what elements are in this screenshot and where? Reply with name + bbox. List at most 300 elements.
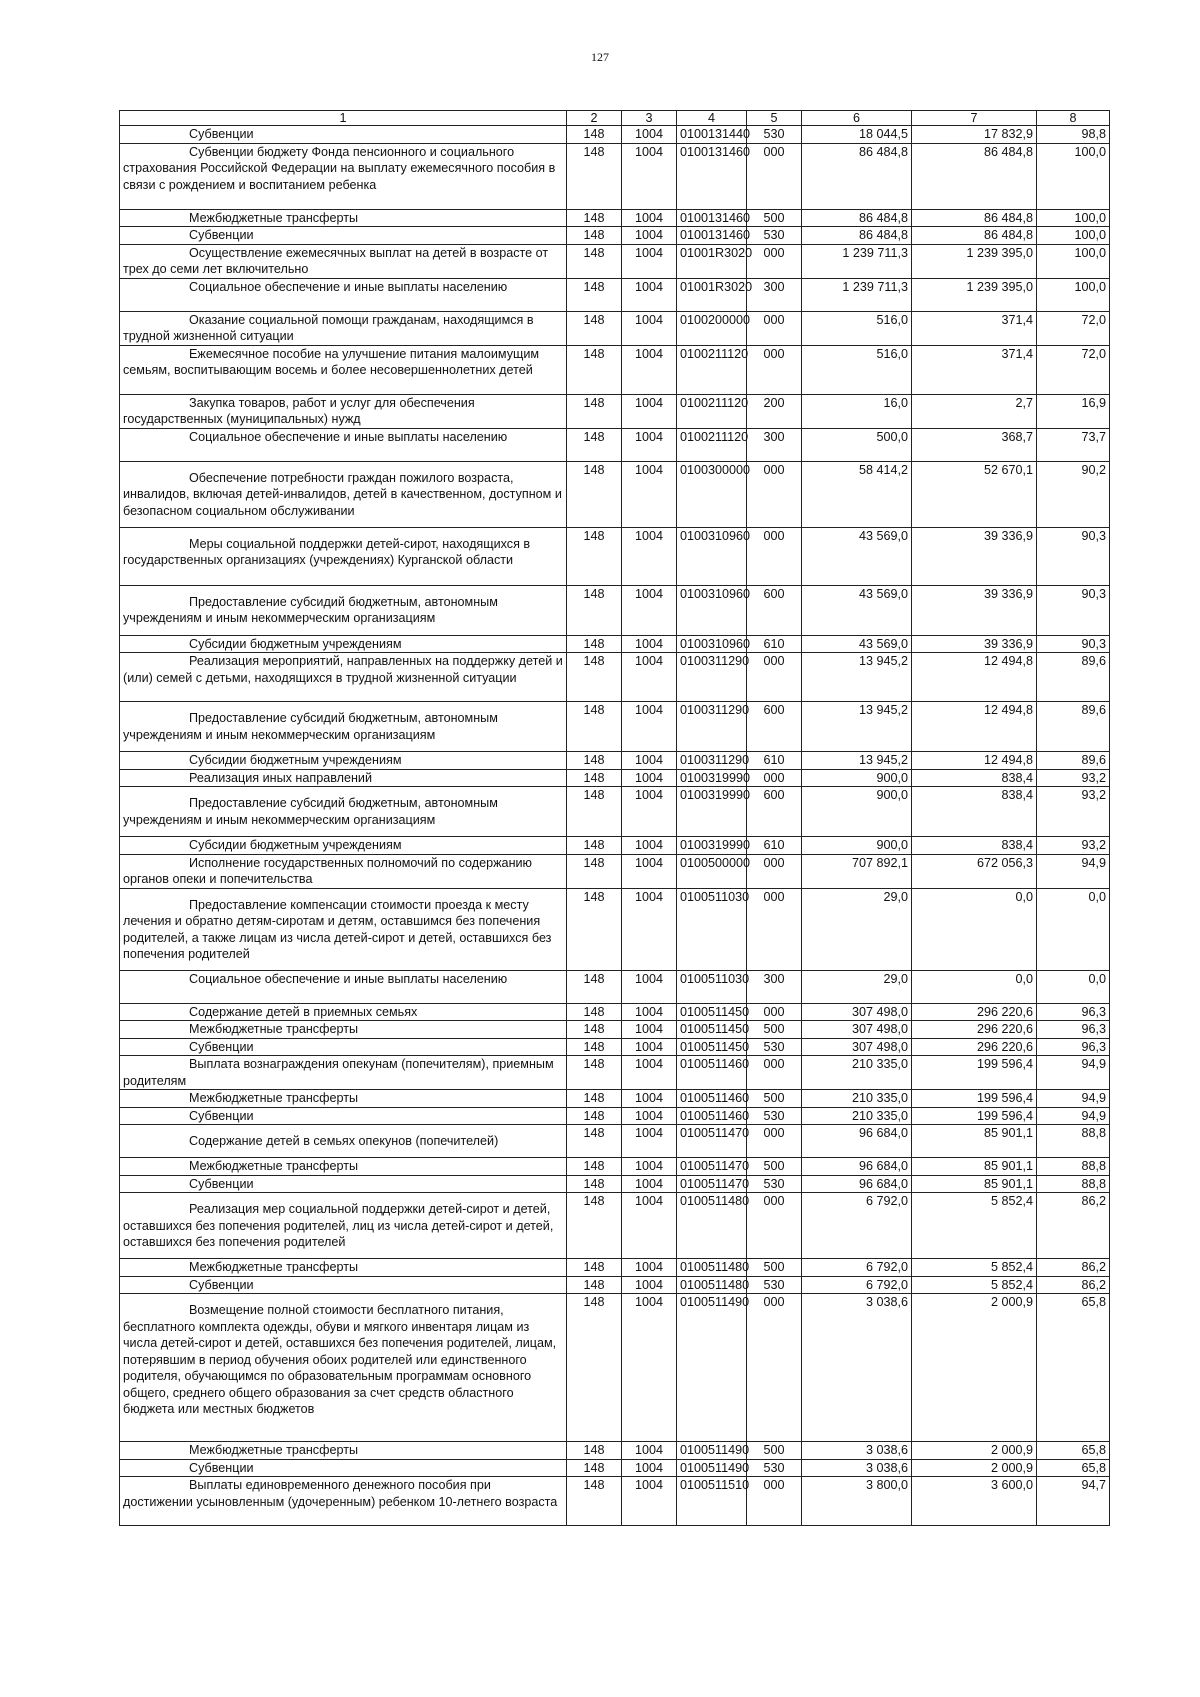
row-name-cell — [120, 585, 567, 635]
row-code-cell: 148 — [567, 461, 622, 527]
row-actual-cell: 2,7 — [912, 394, 1037, 428]
row-name-cell — [120, 653, 567, 702]
row-name-cell — [120, 1276, 567, 1294]
row-type-cell: 000 — [747, 1003, 802, 1021]
row-code-cell: 148 — [567, 1003, 622, 1021]
table-row — [120, 209, 1110, 227]
row-name-cell — [120, 1003, 567, 1021]
row-code-cell: 148 — [567, 1193, 622, 1259]
row-section-cell: 1004 — [622, 1003, 677, 1021]
row-type-cell: 000 — [747, 769, 802, 787]
row-target-cell: 0100511460 — [677, 1090, 747, 1108]
row-section-cell: 1004 — [622, 345, 677, 394]
row-name-text: Содержание детей в приемных семьях — [189, 1004, 418, 1019]
column-header: 2 — [567, 111, 622, 126]
row-type-cell: 530 — [747, 1276, 802, 1294]
row-type-cell: 300 — [747, 428, 802, 461]
row-type-cell: 600 — [747, 702, 802, 752]
row-name-cell — [120, 702, 567, 752]
row-code-cell: 148 — [567, 345, 622, 394]
row-target-cell: 0100131460 — [677, 227, 747, 245]
row-percent-cell: 90,3 — [1037, 527, 1110, 585]
table-row — [120, 702, 1110, 752]
row-code-cell: 148 — [567, 1175, 622, 1193]
table-row — [120, 1259, 1110, 1277]
row-name-text: Обеспечение потребности граждан пожилого возраста, инвалидов, включая детей-инвалидов, детей в качественном, доступном и безопасном социальном обслуживании — [123, 470, 562, 518]
row-name-cell — [120, 1038, 567, 1056]
table-row — [120, 837, 1110, 855]
row-type-cell: 530 — [747, 227, 802, 245]
table-row — [120, 653, 1110, 702]
row-actual-cell: 1 239 395,0 — [912, 244, 1037, 278]
row-plan-cell: 707 892,1 — [802, 854, 912, 888]
row-name-cell — [120, 1125, 567, 1158]
table-row — [120, 854, 1110, 888]
row-code-cell: 148 — [567, 1259, 622, 1277]
row-percent-cell: 89,6 — [1037, 752, 1110, 770]
row-name-cell — [120, 1175, 567, 1193]
row-type-cell: 500 — [747, 1442, 802, 1460]
row-percent-cell: 94,9 — [1037, 854, 1110, 888]
row-actual-cell: 12 494,8 — [912, 653, 1037, 702]
row-name-text: Возмещение полной стоимости бесплатного питания, бесплатного комплекта одежды, обуви и мягкого инвентаря лицам из числа детей-сирот и детей, оставшихся без попечения родителей, лицам, потерявшим в период обучения обоих родителей или единственного родителя, обучающимся по образовательным программам основного общего, среднего общего образования за счет средств областного бюджета или местных бюджетов — [123, 1303, 557, 1416]
row-target-cell: 0100311290 — [677, 752, 747, 770]
row-name-text: Предоставление субсидий бюджетным, автономным учреждениям и иным некоммерческим организациям — [123, 594, 498, 625]
row-name-text: Выплаты единовременного денежного пособия при достижении усыновленным (удочеренным) ребенком 10-летнего возраста — [123, 1478, 558, 1509]
row-percent-cell: 93,2 — [1037, 837, 1110, 855]
row-section-cell: 1004 — [622, 635, 677, 653]
row-actual-cell: 52 670,1 — [912, 461, 1037, 527]
table-row — [120, 1175, 1110, 1193]
table-row — [120, 1003, 1110, 1021]
row-section-cell: 1004 — [622, 461, 677, 527]
page-number: 127 — [591, 50, 609, 64]
row-name-text: Реализация мер социальной поддержки детей-сирот и детей, оставшихся без попечения родителей, лиц из числа детей-сирот и детей, оставшихся без попечения родителей — [123, 1202, 554, 1249]
row-target-cell: 0100319990 — [677, 837, 747, 855]
row-plan-cell: 29,0 — [802, 970, 912, 1003]
row-target-cell: 0100511490 — [677, 1459, 747, 1477]
row-name-text: Субвенции — [189, 1277, 254, 1292]
row-name-text: Исполнение государственных полномочий по содержанию органов опеки и попечительства — [123, 855, 533, 886]
row-plan-cell: 516,0 — [802, 345, 912, 394]
row-section-cell: 1004 — [622, 1294, 677, 1442]
row-name-text: Межбюджетные трансферты — [189, 1159, 359, 1173]
row-plan-cell: 29,0 — [802, 888, 912, 970]
row-actual-cell: 12 494,8 — [912, 702, 1037, 752]
row-code-cell: 148 — [567, 888, 622, 970]
row-target-cell: 01001R3020 — [677, 278, 747, 311]
row-code-cell: 148 — [567, 1090, 622, 1108]
row-percent-cell: 65,8 — [1037, 1442, 1110, 1460]
row-name-text: Субсидии бюджетным учреждениям — [189, 838, 402, 852]
row-target-cell: 0100511460 — [677, 1056, 747, 1090]
table-row — [120, 428, 1110, 461]
table-row — [120, 1125, 1110, 1158]
row-name-text: Межбюджетные трансферты — [189, 210, 359, 225]
row-code-cell: 148 — [567, 1125, 622, 1158]
row-name-text: Реализация мероприятий, направленных на поддержку детей и (или) семей с детьми, находящихся в трудной жизненной ситуации — [123, 654, 563, 685]
row-name-cell — [120, 1459, 567, 1477]
table-row — [120, 635, 1110, 653]
row-section-cell: 1004 — [622, 1021, 677, 1039]
row-type-cell: 000 — [747, 1477, 802, 1526]
row-plan-cell: 307 498,0 — [802, 1021, 912, 1039]
row-code-cell: 148 — [567, 428, 622, 461]
table-row — [120, 1090, 1110, 1108]
row-name-cell — [120, 345, 567, 394]
row-name-cell — [120, 311, 567, 345]
table-row — [120, 1038, 1110, 1056]
row-actual-cell: 0,0 — [912, 888, 1037, 970]
row-code-cell: 148 — [567, 702, 622, 752]
row-name-text: Субвенции — [189, 1460, 254, 1475]
row-plan-cell: 18 044,5 — [802, 126, 912, 144]
row-plan-cell: 900,0 — [802, 787, 912, 837]
table-row — [120, 345, 1110, 394]
row-percent-cell: 0,0 — [1037, 970, 1110, 1003]
row-code-cell: 148 — [567, 1276, 622, 1294]
row-code-cell: 148 — [567, 311, 622, 345]
row-actual-cell: 2 000,9 — [912, 1294, 1037, 1442]
row-plan-cell: 43 569,0 — [802, 635, 912, 653]
row-percent-cell: 93,2 — [1037, 769, 1110, 787]
row-type-cell: 000 — [747, 1125, 802, 1158]
row-code-cell: 148 — [567, 1021, 622, 1039]
row-target-cell: 0100310960 — [677, 635, 747, 653]
row-target-cell: 0100131460 — [677, 209, 747, 227]
row-code-cell: 148 — [567, 854, 622, 888]
row-name-cell — [120, 1021, 567, 1039]
row-percent-cell: 94,9 — [1037, 1090, 1110, 1108]
row-section-cell: 1004 — [622, 244, 677, 278]
row-plan-cell: 3 038,6 — [802, 1459, 912, 1477]
row-plan-cell: 86 484,8 — [802, 227, 912, 245]
row-type-cell: 000 — [747, 1294, 802, 1442]
row-type-cell: 000 — [747, 1056, 802, 1090]
row-target-cell: 0100511480 — [677, 1259, 747, 1277]
row-name-text: Выплата вознаграждения опекунам (попечителям), приемным родителям — [123, 1057, 554, 1088]
row-plan-cell: 6 792,0 — [802, 1259, 912, 1277]
row-section-cell: 1004 — [622, 585, 677, 635]
row-name-cell — [120, 1193, 567, 1259]
row-section-cell: 1004 — [622, 428, 677, 461]
row-percent-cell: 72,0 — [1037, 345, 1110, 394]
row-percent-cell: 100,0 — [1037, 244, 1110, 278]
row-section-cell: 1004 — [622, 702, 677, 752]
row-name-cell — [120, 970, 567, 1003]
row-name-text: Социальное обеспечение и иные выплаты населению — [189, 971, 508, 986]
row-target-cell: 0100311290 — [677, 653, 747, 702]
row-type-cell: 500 — [747, 209, 802, 227]
row-name-text: Межбюджетные трансферты — [189, 1091, 359, 1105]
row-type-cell: 000 — [747, 143, 802, 209]
row-section-cell: 1004 — [622, 1259, 677, 1277]
row-section-cell: 1004 — [622, 1090, 677, 1108]
row-name-cell — [120, 428, 567, 461]
table-row — [120, 1442, 1110, 1460]
row-name-text: Межбюджетные трансферты — [189, 1260, 359, 1274]
row-type-cell: 610 — [747, 837, 802, 855]
row-section-cell: 1004 — [622, 1442, 677, 1460]
row-code-cell: 148 — [567, 278, 622, 311]
row-plan-cell: 210 335,0 — [802, 1090, 912, 1108]
row-name-cell — [120, 1442, 567, 1460]
row-name-cell — [120, 209, 567, 227]
row-type-cell: 000 — [747, 1193, 802, 1259]
row-target-cell: 0100311290 — [677, 702, 747, 752]
row-code-cell: 148 — [567, 209, 622, 227]
row-actual-cell: 296 220,6 — [912, 1003, 1037, 1021]
row-type-cell: 000 — [747, 311, 802, 345]
row-name-text: Социальное обеспечение и иные выплаты населению — [189, 279, 508, 294]
row-plan-cell: 13 945,2 — [802, 653, 912, 702]
column-header: 7 — [912, 111, 1037, 126]
row-percent-cell: 100,0 — [1037, 278, 1110, 311]
row-type-cell: 000 — [747, 244, 802, 278]
row-actual-cell: 85 901,1 — [912, 1158, 1037, 1176]
row-type-cell: 500 — [747, 1259, 802, 1277]
row-name-text: Субсидии бюджетным учреждениям — [189, 636, 402, 651]
row-percent-cell: 0,0 — [1037, 888, 1110, 970]
row-section-cell: 1004 — [622, 527, 677, 585]
row-actual-cell: 86 484,8 — [912, 143, 1037, 209]
row-actual-cell: 2 000,9 — [912, 1459, 1037, 1477]
row-actual-cell: 838,4 — [912, 837, 1037, 855]
row-actual-cell: 12 494,8 — [912, 752, 1037, 770]
row-actual-cell: 5 852,4 — [912, 1276, 1037, 1294]
row-plan-cell: 96 684,0 — [802, 1125, 912, 1158]
row-target-cell: 0100511510 — [677, 1477, 747, 1526]
row-target-cell: 0100500000 — [677, 854, 747, 888]
row-percent-cell: 86,2 — [1037, 1276, 1110, 1294]
column-header: 4 — [677, 111, 747, 126]
row-target-cell: 0100200000 — [677, 311, 747, 345]
row-plan-cell: 3 038,6 — [802, 1294, 912, 1442]
row-target-cell: 0100511470 — [677, 1125, 747, 1158]
table-row — [120, 1056, 1110, 1090]
table-row — [120, 769, 1110, 787]
row-type-cell: 600 — [747, 787, 802, 837]
row-code-cell: 148 — [567, 752, 622, 770]
row-actual-cell: 39 336,9 — [912, 635, 1037, 653]
row-section-cell: 1004 — [622, 1125, 677, 1158]
row-section-cell: 1004 — [622, 1276, 677, 1294]
row-actual-cell: 5 852,4 — [912, 1193, 1037, 1259]
row-actual-cell: 85 901,1 — [912, 1175, 1037, 1193]
row-percent-cell: 94,9 — [1037, 1056, 1110, 1090]
row-percent-cell: 100,0 — [1037, 209, 1110, 227]
row-name-text: Субвенции — [189, 1108, 254, 1123]
row-percent-cell: 73,7 — [1037, 428, 1110, 461]
row-code-cell: 148 — [567, 787, 622, 837]
row-plan-cell: 516,0 — [802, 311, 912, 345]
row-type-cell: 300 — [747, 970, 802, 1003]
row-target-cell: 0100300000 — [677, 461, 747, 527]
row-name-text: Социальное обеспечение и иные выплаты населению — [189, 429, 508, 444]
row-plan-cell: 210 335,0 — [802, 1056, 912, 1090]
row-type-cell: 000 — [747, 345, 802, 394]
row-plan-cell: 96 684,0 — [802, 1175, 912, 1193]
row-actual-cell: 39 336,9 — [912, 585, 1037, 635]
row-target-cell: 0100511450 — [677, 1003, 747, 1021]
row-target-cell: 0100511470 — [677, 1158, 747, 1176]
table-row — [120, 394, 1110, 428]
row-percent-cell: 94,7 — [1037, 1477, 1110, 1526]
row-actual-cell: 199 596,4 — [912, 1056, 1037, 1090]
row-percent-cell: 86,2 — [1037, 1193, 1110, 1259]
row-name-text: Предоставление компенсации стоимости проезда к месту лечения и обратно детям-сиротам и детям, оставшимся без попечения родителей, а также лицам из числа детей-сирот и детей, оставшихся без попечения родителей — [123, 897, 552, 961]
row-percent-cell: 89,6 — [1037, 653, 1110, 702]
row-plan-cell: 900,0 — [802, 837, 912, 855]
row-name-cell — [120, 394, 567, 428]
table-row — [120, 227, 1110, 245]
row-actual-cell: 371,4 — [912, 345, 1037, 394]
row-percent-cell: 94,9 — [1037, 1107, 1110, 1125]
row-name-cell — [120, 1056, 567, 1090]
row-plan-cell: 307 498,0 — [802, 1038, 912, 1056]
row-target-cell: 0100511460 — [677, 1107, 747, 1125]
row-actual-cell: 199 596,4 — [912, 1090, 1037, 1108]
table-row — [120, 1276, 1110, 1294]
header-row — [120, 111, 1110, 126]
row-name-text: Меры социальной поддержки детей-сирот, находящихся в государственных организациях (учреждениях) Курганской области — [123, 536, 531, 567]
row-section-cell: 1004 — [622, 787, 677, 837]
row-name-cell — [120, 1477, 567, 1526]
row-name-text: Межбюджетные трансферты — [189, 1022, 359, 1036]
row-percent-cell: 90,2 — [1037, 461, 1110, 527]
row-name-cell — [120, 461, 567, 527]
table-row — [120, 1459, 1110, 1477]
row-name-text: Содержание детей в семьях опекунов (попечителей) — [189, 1134, 499, 1148]
row-type-cell: 200 — [747, 394, 802, 428]
row-code-cell: 148 — [567, 1038, 622, 1056]
table-row — [120, 585, 1110, 635]
row-percent-cell: 90,3 — [1037, 585, 1110, 635]
row-percent-cell: 96,3 — [1037, 1021, 1110, 1039]
row-actual-cell: 838,4 — [912, 769, 1037, 787]
row-section-cell: 1004 — [622, 311, 677, 345]
table-row — [120, 527, 1110, 585]
row-plan-cell: 1 239 711,3 — [802, 244, 912, 278]
row-target-cell: 0100211120 — [677, 345, 747, 394]
row-section-cell: 1004 — [622, 1056, 677, 1090]
row-percent-cell: 100,0 — [1037, 227, 1110, 245]
row-code-cell: 148 — [567, 143, 622, 209]
row-name-cell — [120, 752, 567, 770]
row-target-cell: 0100319990 — [677, 787, 747, 837]
column-header: 8 — [1037, 111, 1110, 126]
row-code-cell: 148 — [567, 227, 622, 245]
row-actual-cell: 0,0 — [912, 970, 1037, 1003]
table-row — [120, 1477, 1110, 1526]
row-plan-cell: 43 569,0 — [802, 585, 912, 635]
row-section-cell: 1004 — [622, 1038, 677, 1056]
row-name-text: Субвенции бюджету Фонда пенсионного и социального страхования Российской Федерации на выплату ежемесячного пособия в связи с рождением и воспитанием ребенка — [123, 144, 556, 192]
row-percent-cell: 98,8 — [1037, 126, 1110, 144]
row-target-cell: 0100511480 — [677, 1193, 747, 1259]
row-target-cell: 0100511490 — [677, 1442, 747, 1460]
row-name-text: Субвенции — [189, 228, 254, 242]
row-type-cell: 610 — [747, 635, 802, 653]
row-plan-cell: 900,0 — [802, 769, 912, 787]
row-section-cell: 1004 — [622, 143, 677, 209]
row-percent-cell: 65,8 — [1037, 1459, 1110, 1477]
row-name-text: Осуществление ежемесячных выплат на детей в возрасте от трех до семи лет включительно — [123, 245, 549, 276]
row-actual-cell: 39 336,9 — [912, 527, 1037, 585]
table-row — [120, 1158, 1110, 1176]
row-section-cell: 1004 — [622, 769, 677, 787]
row-plan-cell: 13 945,2 — [802, 752, 912, 770]
row-code-cell: 148 — [567, 1477, 622, 1526]
row-section-cell: 1004 — [622, 278, 677, 311]
row-name-text: Межбюджетные трансферты — [189, 1443, 359, 1457]
row-type-cell: 500 — [747, 1090, 802, 1108]
row-section-cell: 1004 — [622, 837, 677, 855]
row-percent-cell: 72,0 — [1037, 311, 1110, 345]
row-percent-cell: 88,8 — [1037, 1175, 1110, 1193]
row-type-cell: 000 — [747, 854, 802, 888]
row-name-cell — [120, 635, 567, 653]
row-target-cell: 0100511030 — [677, 888, 747, 970]
row-type-cell: 530 — [747, 126, 802, 144]
row-section-cell: 1004 — [622, 209, 677, 227]
budget-table — [119, 110, 1110, 1526]
row-name-cell — [120, 1090, 567, 1108]
row-code-cell: 148 — [567, 244, 622, 278]
row-section-cell: 1004 — [622, 1175, 677, 1193]
row-name-cell — [120, 888, 567, 970]
row-section-cell: 1004 — [622, 970, 677, 1003]
column-header: 3 — [622, 111, 677, 126]
row-name-text: Ежемесячное пособие на улучшение питания малоимущим семьям, воспитывающим восемь и более несовершеннолетних детей — [123, 346, 540, 377]
row-section-cell: 1004 — [622, 888, 677, 970]
row-target-cell: 0100131440 — [677, 126, 747, 144]
table-body — [120, 126, 1110, 1526]
row-section-cell: 1004 — [622, 1193, 677, 1259]
table-row — [120, 970, 1110, 1003]
row-section-cell: 1004 — [622, 227, 677, 245]
row-name-cell — [120, 1259, 567, 1277]
row-target-cell: 0100310960 — [677, 527, 747, 585]
row-type-cell: 530 — [747, 1107, 802, 1125]
row-type-cell: 530 — [747, 1175, 802, 1193]
row-actual-cell: 296 220,6 — [912, 1021, 1037, 1039]
row-name-cell — [120, 837, 567, 855]
row-name-text: Субвенции — [189, 1176, 254, 1191]
row-section-cell: 1004 — [622, 1477, 677, 1526]
row-plan-cell: 43 569,0 — [802, 527, 912, 585]
row-actual-cell: 85 901,1 — [912, 1125, 1037, 1158]
row-name-cell — [120, 143, 567, 209]
row-section-cell: 1004 — [622, 394, 677, 428]
row-code-cell: 148 — [567, 1459, 622, 1477]
row-target-cell: 01001R3020 — [677, 244, 747, 278]
row-name-text: Оказание социальной помощи гражданам, находящимся в трудной жизненной ситуации — [123, 312, 534, 343]
row-plan-cell: 3 800,0 — [802, 1477, 912, 1526]
row-target-cell: 0100131460 — [677, 143, 747, 209]
row-code-cell: 148 — [567, 837, 622, 855]
row-target-cell: 0100511030 — [677, 970, 747, 1003]
row-actual-cell: 296 220,6 — [912, 1038, 1037, 1056]
row-name-cell — [120, 227, 567, 245]
row-code-cell: 148 — [567, 1294, 622, 1442]
row-plan-cell: 210 335,0 — [802, 1107, 912, 1125]
row-code-cell: 148 — [567, 527, 622, 585]
row-actual-cell: 86 484,8 — [912, 227, 1037, 245]
row-section-cell: 1004 — [622, 653, 677, 702]
row-code-cell: 148 — [567, 585, 622, 635]
row-section-cell: 1004 — [622, 1107, 677, 1125]
